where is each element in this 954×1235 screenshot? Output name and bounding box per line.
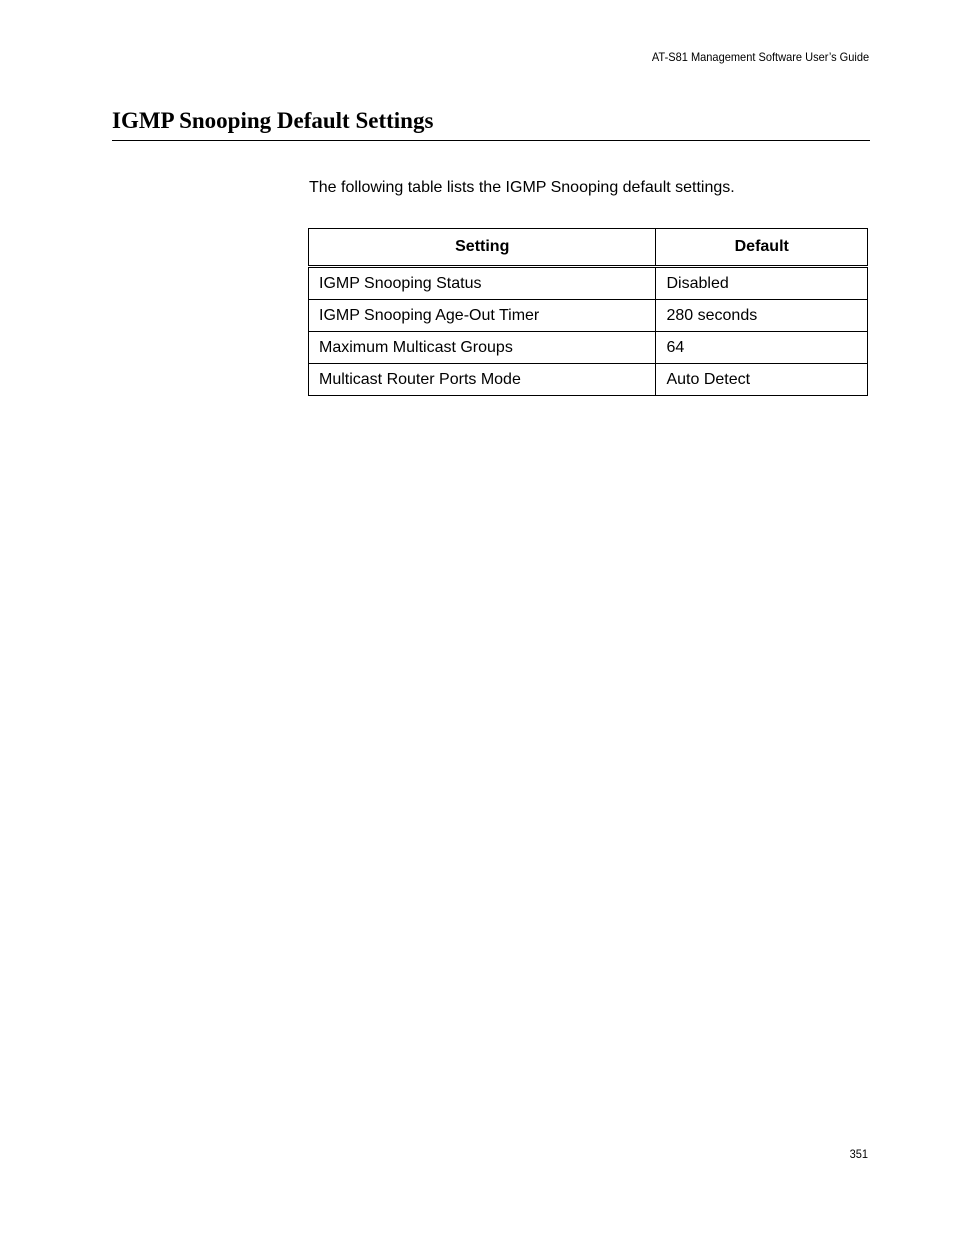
page-number: 351 [849,1147,868,1161]
table-row [309,267,868,300]
column-header-setting: Setting [309,229,656,267]
table-row [309,332,868,364]
default-cell: Auto Detect [656,364,868,396]
table-header-row [309,229,868,267]
default-settings-table [308,228,868,396]
setting-cell: IGMP Snooping Age-Out Timer [309,300,656,332]
default-cell: 280 seconds [656,300,868,332]
section-title: IGMP Snooping Default Settings [112,108,434,133]
column-header-default: Default [656,229,868,267]
setting-cell: Multicast Router Ports Mode [309,364,656,396]
table-row [309,364,868,396]
intro-paragraph: The following table lists the IGMP Snooping default settings. [309,179,735,196]
setting-cell: IGMP Snooping Status [309,267,656,300]
table-row [309,300,868,332]
title-rule [112,140,870,141]
default-cell: 64 [656,332,868,364]
setting-cell: Maximum Multicast Groups [309,332,656,364]
running-header: AT-S81 Management Software User’s Guide [651,50,869,64]
default-cell: Disabled [656,267,868,300]
